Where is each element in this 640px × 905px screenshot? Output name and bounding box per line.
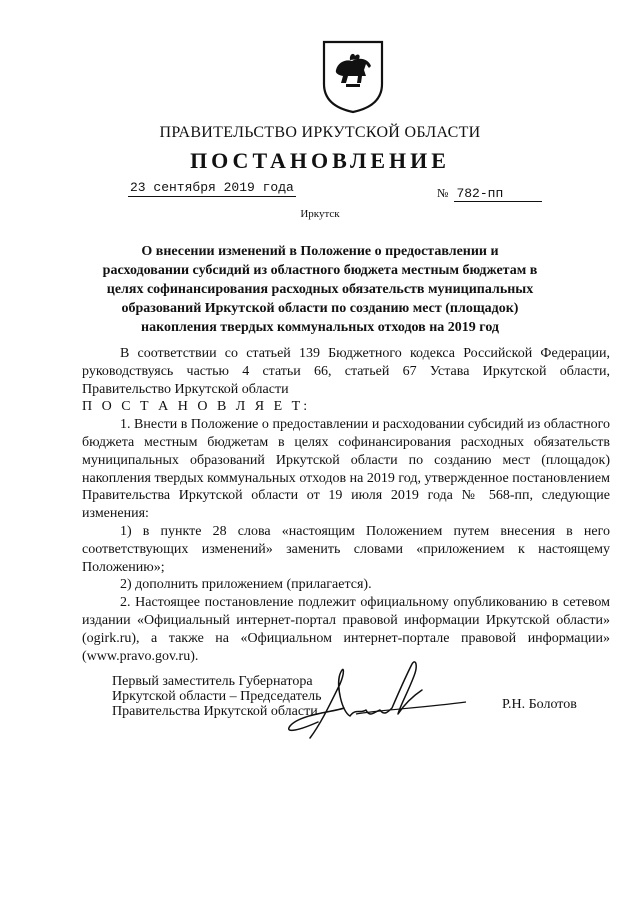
number-value: 782-пп (454, 186, 542, 202)
document-date (128, 180, 296, 195)
item-2-paragraph: 2. Настоящее постановление подлежит официальному опубликованию в сетевом издании «Официальный интернет-портал правовой информации Иркутской области» (ogirk.ru), а также на «Официальном интернет-портале правовой информации» (www.pravo.gov.ru). (82, 595, 610, 664)
number-label: № (437, 186, 449, 200)
item-1-paragraph: 1. Внести в Положение о предоставлении и расходовании субсидий из областного бюджета местным бюджетам в целях софинансирования расходных обязательств муниципальных образований Иркутской области по созданию мест (площадок) накопления твердых коммунальных отходов на 2019 год, утвержденное постановлением Правительства Иркутской области от 19 июля 2019 года № 568-пп, следующие изменения: (82, 417, 610, 522)
document-title: О внесении изменений в Положение о предоставлении и расходовании субсидий из областного бюджета местным бюджетам в целях софинансирования расходных обязательств муниципальных образований Иркутской области по созданию мест (площадок) накопления твердых коммунальных отходов на 2019 год (102, 244, 538, 335)
position-line: Иркутской области – Председатель (112, 689, 322, 704)
coat-of-arms-icon (322, 40, 384, 114)
preamble-paragraph: В соответствии со статьей 139 Бюджетного кодекса Российской Федерации, руководствуясь частью 4 статьи 66, статьей 67 Устава Иркутской области, Правительство Иркутской области (82, 346, 610, 397)
item-1-2-paragraph: 2) дополнить приложением (прилагается). (120, 577, 372, 593)
government-name: ПРАВИТЕЛЬСТВО ИРКУТСКОЙ ОБЛАСТИ (159, 124, 481, 141)
document-body (82, 345, 610, 665)
decree-word: П О С Т А Н О В Л Я Е Т: (82, 399, 311, 415)
document-number (437, 186, 542, 202)
item-1-1-paragraph: 1) в пункте 28 слова «настоящим Положением путем внесения в него соответствующих изменений» заменить словами «приложением к настоящему Положению»; (82, 523, 610, 575)
position-line: Правительства Иркутской области (112, 704, 318, 719)
date-value: 23 сентября 2019 года (130, 180, 294, 195)
signatory-name: Р.Н. Болотов (502, 697, 577, 712)
handwritten-signature-icon (270, 650, 470, 745)
position-line: Первый заместитель Губернатора (112, 674, 313, 689)
city: Иркутск (300, 208, 340, 220)
document-type: ПОСТАНОВЛЕНИЕ (190, 148, 450, 173)
